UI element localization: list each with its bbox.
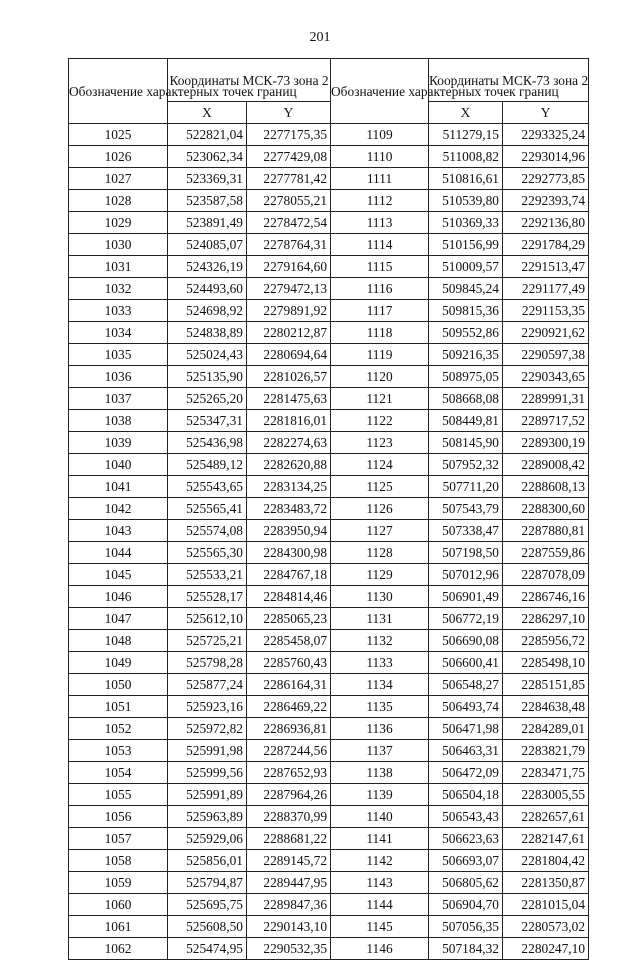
table-row [69,366,589,388]
point-id-right: 1138 [331,762,429,784]
y-value-left: 2285065,23 [247,608,331,630]
point-id-right: 1124 [331,454,429,476]
x-value-left: 525528,17 [168,586,247,608]
point-id-right: 1122 [331,410,429,432]
point-id-left: 1028 [69,190,168,212]
x-value-left: 525725,21 [168,630,247,652]
table-row [69,344,589,366]
point-id-right: 1117 [331,300,429,322]
point-id-right: 1128 [331,542,429,564]
x-value-right: 509845,24 [429,278,503,300]
point-id-left: 1049 [69,652,168,674]
x-value-right: 506772,19 [429,608,503,630]
y-value-right: 2289008,42 [503,454,589,476]
x-value-right: 507952,32 [429,454,503,476]
point-id-left: 1060 [69,894,168,916]
y-value-left: 2278055,21 [247,190,331,212]
y-value-right: 2288300,60 [503,498,589,520]
point-id-left: 1048 [69,630,168,652]
y-value-left: 2277781,42 [247,168,331,190]
y-value-left: 2278764,31 [247,234,331,256]
table-row [69,432,589,454]
point-label-header-right: Обозначение характерных точек границ [331,59,429,124]
x-value-left: 525135,90 [168,366,247,388]
point-id-left: 1045 [69,564,168,586]
coordinates-table [68,58,589,960]
point-id-right: 1144 [331,894,429,916]
x-value-right: 510009,57 [429,256,503,278]
y-value-right: 2289991,31 [503,388,589,410]
table-row [69,454,589,476]
x-value-left: 524838,89 [168,322,247,344]
point-id-left: 1057 [69,828,168,850]
y-value-right: 2290597,38 [503,344,589,366]
x-value-left: 525991,89 [168,784,247,806]
point-id-right: 1120 [331,366,429,388]
table-row [69,674,589,696]
table-row [69,520,589,542]
table-row [69,124,589,146]
x-value-left: 525929,06 [168,828,247,850]
x-value-left: 525565,41 [168,498,247,520]
table-row [69,498,589,520]
point-id-right: 1134 [331,674,429,696]
x-value-right: 507198,50 [429,542,503,564]
point-id-right: 1142 [331,850,429,872]
x-value-right: 508145,90 [429,432,503,454]
point-id-right: 1121 [331,388,429,410]
y-value-left: 2286936,81 [247,718,331,740]
y-value-left: 2277175,35 [247,124,331,146]
y-value-left: 2289447,95 [247,872,331,894]
point-id-left: 1050 [69,674,168,696]
table-row [69,806,589,828]
table-row [69,784,589,806]
table-row [69,916,589,938]
point-label-header-left: Обозначение характерных точек границ [69,59,168,124]
table-row [69,300,589,322]
x-value-right: 510539,80 [429,190,503,212]
y-value-left: 2282620,88 [247,454,331,476]
x-value-left: 525608,50 [168,916,247,938]
x-value-left: 525543,65 [168,476,247,498]
x-value-left: 525347,31 [168,410,247,432]
x-value-left: 524085,07 [168,234,247,256]
coord-group-header-right: Координаты МСК-73 зона 2 [429,59,589,102]
x-value-left: 525999,56 [168,762,247,784]
point-id-left: 1037 [69,388,168,410]
table-body [69,124,589,960]
point-id-right: 1129 [331,564,429,586]
y-value-left: 2287244,56 [247,740,331,762]
point-id-right: 1109 [331,124,429,146]
y-value-right: 2284289,01 [503,718,589,740]
table-row [69,322,589,344]
table-row [69,146,589,168]
table-row [69,850,589,872]
point-id-right: 1136 [331,718,429,740]
y-value-right: 2287559,86 [503,542,589,564]
y-value-right: 2290921,62 [503,322,589,344]
x-value-left: 525923,16 [168,696,247,718]
y-value-right: 2293325,24 [503,124,589,146]
y-value-right: 2291177,49 [503,278,589,300]
y-value-right: 2291784,29 [503,234,589,256]
y-value-right: 2292393,74 [503,190,589,212]
y-value-left: 2287964,26 [247,784,331,806]
point-id-left: 1036 [69,366,168,388]
x-value-left: 525856,01 [168,850,247,872]
y-value-left: 2282274,63 [247,432,331,454]
x-value-right: 506693,07 [429,850,503,872]
y-value-left: 2287652,93 [247,762,331,784]
table-row [69,696,589,718]
table-row [69,234,589,256]
point-id-right: 1118 [331,322,429,344]
table-row [69,190,589,212]
point-id-right: 1110 [331,146,429,168]
table-row [69,476,589,498]
point-id-right: 1113 [331,212,429,234]
x-value-right: 511008,82 [429,146,503,168]
point-id-left: 1040 [69,454,168,476]
x-value-left: 523891,49 [168,212,247,234]
point-id-right: 1123 [331,432,429,454]
point-id-left: 1055 [69,784,168,806]
y-value-right: 2293014,96 [503,146,589,168]
point-id-right: 1130 [331,586,429,608]
point-id-right: 1143 [331,872,429,894]
x-value-right: 511279,15 [429,124,503,146]
x-value-right: 506463,31 [429,740,503,762]
point-id-left: 1059 [69,872,168,894]
x-value-right: 507012,96 [429,564,503,586]
y-value-left: 2281816,01 [247,410,331,432]
y-value-right: 2288608,13 [503,476,589,498]
table-row [69,168,589,190]
x-value-right: 506904,70 [429,894,503,916]
x-value-right: 509216,35 [429,344,503,366]
point-id-left: 1038 [69,410,168,432]
table-row [69,938,589,960]
point-id-right: 1111 [331,168,429,190]
point-id-right: 1132 [331,630,429,652]
x-value-left: 523587,58 [168,190,247,212]
y-value-left: 2289847,36 [247,894,331,916]
table-row [69,278,589,300]
point-id-left: 1027 [69,168,168,190]
y-value-right: 2290343,65 [503,366,589,388]
page-number: 201 [309,30,331,45]
x-value-right: 506504,18 [429,784,503,806]
y-value-right: 2281015,04 [503,894,589,916]
point-id-left: 1033 [69,300,168,322]
x-value-right: 509552,86 [429,322,503,344]
y-value-left: 2283134,25 [247,476,331,498]
x-value-left: 524326,19 [168,256,247,278]
point-id-right: 1116 [331,278,429,300]
point-id-right: 1133 [331,652,429,674]
point-id-left: 1043 [69,520,168,542]
table-row [69,388,589,410]
x-header-right: X [429,102,503,124]
x-value-right: 506805,62 [429,872,503,894]
point-id-right: 1115 [331,256,429,278]
y-value-left: 2284767,18 [247,564,331,586]
x-value-left: 525489,12 [168,454,247,476]
x-value-right: 510369,33 [429,212,503,234]
table-row [69,542,589,564]
y-value-right: 2281350,87 [503,872,589,894]
point-id-right: 1141 [331,828,429,850]
point-id-left: 1025 [69,124,168,146]
table-row [69,718,589,740]
x-value-left: 524698,92 [168,300,247,322]
y-value-right: 2292773,85 [503,168,589,190]
point-id-left: 1042 [69,498,168,520]
y-value-left: 2284814,46 [247,586,331,608]
point-id-left: 1047 [69,608,168,630]
point-id-left: 1030 [69,234,168,256]
y-value-left: 2285760,43 [247,652,331,674]
x-value-left: 522821,04 [168,124,247,146]
x-value-left: 525474,95 [168,938,247,960]
point-id-right: 1146 [331,938,429,960]
table-row [69,410,589,432]
coord-group-header-left: Координаты МСК-73 зона 2 [168,59,331,102]
y-value-left: 2279164,60 [247,256,331,278]
y-value-left: 2279472,13 [247,278,331,300]
point-id-left: 1058 [69,850,168,872]
y-value-left: 2280694,64 [247,344,331,366]
point-id-left: 1056 [69,806,168,828]
x-value-left: 525794,87 [168,872,247,894]
x-value-left: 525877,24 [168,674,247,696]
x-value-left: 525574,08 [168,520,247,542]
y-value-left: 2277429,08 [247,146,331,168]
y-value-right: 2284638,48 [503,696,589,718]
table-row [69,740,589,762]
x-value-right: 506548,27 [429,674,503,696]
x-value-left: 525024,43 [168,344,247,366]
x-value-right: 506690,08 [429,630,503,652]
x-value-left: 523062,34 [168,146,247,168]
y-value-right: 2289717,52 [503,410,589,432]
y-value-left: 2286469,22 [247,696,331,718]
y-value-right: 2292136,80 [503,212,589,234]
table-row [69,652,589,674]
x-value-right: 507711,20 [429,476,503,498]
y-value-right: 2283471,75 [503,762,589,784]
x-value-left: 524493,60 [168,278,247,300]
point-id-left: 1039 [69,432,168,454]
x-value-right: 506543,43 [429,806,503,828]
y-value-right: 2291153,35 [503,300,589,322]
y-value-left: 2288681,22 [247,828,331,850]
y-value-left: 2279891,92 [247,300,331,322]
x-value-left: 525612,10 [168,608,247,630]
point-id-left: 1052 [69,718,168,740]
x-value-left: 525436,98 [168,432,247,454]
y-value-right: 2282147,61 [503,828,589,850]
point-id-left: 1032 [69,278,168,300]
y-value-left: 2281026,57 [247,366,331,388]
y-header-right: Y [503,102,589,124]
point-id-left: 1061 [69,916,168,938]
point-id-right: 1126 [331,498,429,520]
y-value-left: 2285458,07 [247,630,331,652]
table-row [69,630,589,652]
table-row [69,762,589,784]
point-id-left: 1029 [69,212,168,234]
y-value-right: 2285151,85 [503,674,589,696]
table-row [69,894,589,916]
point-id-right: 1145 [331,916,429,938]
y-value-right: 2280573,02 [503,916,589,938]
table-row [69,212,589,234]
x-value-left: 525265,20 [168,388,247,410]
point-id-right: 1119 [331,344,429,366]
point-id-right: 1139 [331,784,429,806]
x-value-left: 525972,82 [168,718,247,740]
y-value-left: 2280212,87 [247,322,331,344]
y-value-right: 2286297,10 [503,608,589,630]
point-id-right: 1140 [331,806,429,828]
point-id-right: 1131 [331,608,429,630]
x-value-left: 525798,28 [168,652,247,674]
point-id-right: 1112 [331,190,429,212]
x-value-right: 507543,79 [429,498,503,520]
point-id-left: 1031 [69,256,168,278]
table-row [69,256,589,278]
y-value-left: 2281475,63 [247,388,331,410]
y-value-right: 2283821,79 [503,740,589,762]
y-value-left: 2278472,54 [247,212,331,234]
point-id-left: 1054 [69,762,168,784]
y-value-left: 2283483,72 [247,498,331,520]
point-id-right: 1127 [331,520,429,542]
y-value-right: 2289300,19 [503,432,589,454]
y-value-right: 2287078,09 [503,564,589,586]
x-value-right: 509815,36 [429,300,503,322]
x-value-right: 507056,35 [429,916,503,938]
y-value-right: 2283005,55 [503,784,589,806]
point-id-left: 1062 [69,938,168,960]
x-value-left: 525695,75 [168,894,247,916]
point-id-left: 1035 [69,344,168,366]
table-row [69,828,589,850]
x-value-right: 506471,98 [429,718,503,740]
x-value-left: 525963,89 [168,806,247,828]
x-value-right: 508449,81 [429,410,503,432]
x-value-right: 507184,32 [429,938,503,960]
y-value-right: 2281804,42 [503,850,589,872]
x-value-right: 506901,49 [429,586,503,608]
y-value-right: 2280247,10 [503,938,589,960]
x-value-right: 510156,99 [429,234,503,256]
table-row [69,608,589,630]
point-id-right: 1114 [331,234,429,256]
point-id-left: 1026 [69,146,168,168]
x-value-right: 506600,41 [429,652,503,674]
x-value-right: 506472,09 [429,762,503,784]
y-value-left: 2289145,72 [247,850,331,872]
y-value-right: 2287880,81 [503,520,589,542]
table-row [69,586,589,608]
point-id-left: 1034 [69,322,168,344]
x-value-right: 508668,08 [429,388,503,410]
table-row [69,564,589,586]
x-value-right: 507338,47 [429,520,503,542]
x-value-right: 510816,61 [429,168,503,190]
point-id-left: 1051 [69,696,168,718]
y-value-left: 2286164,31 [247,674,331,696]
x-header-left: X [168,102,247,124]
point-id-left: 1053 [69,740,168,762]
table-row [69,872,589,894]
point-id-right: 1135 [331,696,429,718]
y-value-left: 2284300,98 [247,542,331,564]
y-value-right: 2291513,47 [503,256,589,278]
point-id-left: 1046 [69,586,168,608]
y-value-right: 2285498,10 [503,652,589,674]
y-header-left: Y [247,102,331,124]
y-value-right: 2286746,16 [503,586,589,608]
x-value-right: 506623,63 [429,828,503,850]
point-id-left: 1041 [69,476,168,498]
y-value-left: 2290532,35 [247,938,331,960]
y-value-right: 2282657,61 [503,806,589,828]
x-value-left: 525533,21 [168,564,247,586]
point-id-right: 1125 [331,476,429,498]
point-id-left: 1044 [69,542,168,564]
x-value-left: 525991,98 [168,740,247,762]
x-value-left: 523369,31 [168,168,247,190]
x-value-right: 508975,05 [429,366,503,388]
x-value-right: 506493,74 [429,696,503,718]
x-value-left: 525565,30 [168,542,247,564]
y-value-left: 2290143,10 [247,916,331,938]
y-value-right: 2285956,72 [503,630,589,652]
y-value-left: 2283950,94 [247,520,331,542]
point-id-right: 1137 [331,740,429,762]
y-value-left: 2288370,99 [247,806,331,828]
